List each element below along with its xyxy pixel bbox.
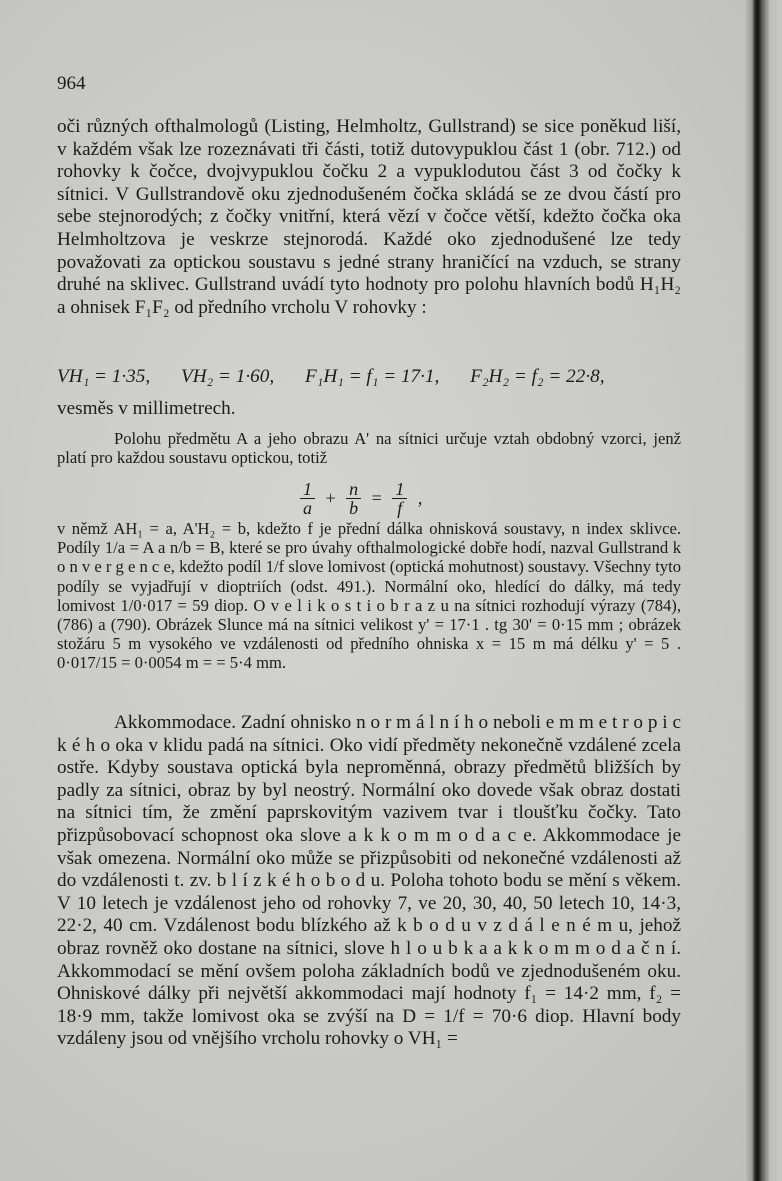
equation-f2h2: F₂H₂ = f₂ = 22·8, xyxy=(470,366,605,387)
fraction-1-f: $\frac{1}{f}$ xyxy=(392,480,407,517)
fraction-1-a: $\frac{1}{a}$ xyxy=(300,480,315,517)
book-spine-shadow xyxy=(744,0,782,1181)
paragraph-convergence xyxy=(57,519,681,673)
paragraph-text: Polohu předmětu A a jeho obrazu A' na sítnici určuje vztah obdobný vzorci, jenž platí pro každou soustavu optickou, totiž xyxy=(57,429,681,468)
equals-sign: = xyxy=(371,488,382,508)
units-text: vesměs v millimetrech. xyxy=(57,398,236,419)
paragraph-text: v němž AH₁ = a, A'H₂ = b, kdežto f je přední dálka ohnisková soustavy, n index sklivce. Podíly 1/a = A a n/b = B, které se pro úvahy ofthalmologické dobře hodí, nazval Gullstrand k o n v e r g e n c e, kdežto podíl 1/f slove lomivost (optická mohutnost) soustavy. Všechny tyto podíly se vyjadřují v dioptriích (odst. 491.). Normální oko, hledící do dálky, má tedy lomivost 1/0·017 = 59 diop. O v e l i k o s t i o b r a z u na sítnici rozhodují výrazy (784), (786) a (790). Obrázek Slunce má na sítnici velikost y' = 17·1 . tg 30' = 0·15 mm ; obrázek stožáru 5 m vysokého ve vzdálenosti od předního ohniska x = 15 m má délku y' = 5 . 0·017/15 = 0·0054 m = = 5·4 mm. xyxy=(57,519,682,673)
paragraph-text: oči různých ofthalmologů (Listing, Helmholtz, Gullstrand) se sice poněkud liší, v každém však lze rozeznávati tři části, totiž dutovypuklou část 1 (obr. 712.) od rohovky k čočce, dvojvypuklou čočku 2 a vypuklodutou část 3 od čočky k sítnici. V Gullstrandově oku zjednodušeném čočka skládá se ze dvou částí pro sebe stejnorodých; z čočky vnitřní, která vězí v čočce větší, kdežto čočka oka Helmholtzova je veskrze stejnorodá. Každé oko zjednodušené lze tedy považovati za optickou soustavu s jedné strany hraničící na vzduch, se strany druhé na sklivec. Gullstrand uvádí tyto hodnoty pro polohu hlavních bodů H₁H₂ a ohnisek F₁F₂ od předního vrcholu V rohovky : xyxy=(57,116,681,318)
equation-vh1: VH₁ = 1·35, xyxy=(57,366,151,387)
units-line xyxy=(57,398,681,421)
fraction-n-b: $\frac{n}{b}$ xyxy=(346,480,361,517)
equation-vh2: VH₂ = 1·60, xyxy=(180,366,275,387)
page-number: 964 xyxy=(57,73,86,94)
lens-formula xyxy=(300,480,428,517)
paragraph-eye-models xyxy=(57,116,681,319)
equation-line xyxy=(57,366,687,388)
equation-f1h1: F₁H₁ = f₁ = 17·1, xyxy=(304,366,440,387)
comma: , xyxy=(417,488,423,508)
plus-sign: + xyxy=(325,488,336,508)
paragraph-image-relation xyxy=(57,429,681,467)
paragraph-text: Akkommodace. Zadní ohnisko n o r m á l n í h o neboli e m m e t r o p i c k é h o oka v klidu padá na sítnici. Oko vidí předměty nekonečně vzdálené zcela ostře. Kdyby soustava optická byla neproměnná, obrazy předmětů bližších by padly za sítnici, obraz by byl neostrý. Normální oko dovede však obraz dostati na sítnici tím, že změní paprskovitým vazivem tvar i tloušťku čočky. Tato přizpůsobovací schopnost oka slove a k k o m m o d a c e. Akkommodace je však omezena. Normální oko může se přizpůsobiti od nekonečné vzdálenosti až do vzdálenosti t. zv. b l í z k é h o b o d u. Poloha tohoto bodu se mění s věkem. V 10 letech je vzdálenost jeho od rohovky 7, ve 20, 30, 40, 50 letech 10, 14·3, 22·2, 40 cm. Vzdálenost bodu blízkého až k b o d u v z d á l e n é m u, jehož obraz rovněž oko dostane na sítnici, slove h l o u b k a a k k o m m o d a č n í. Akkommodací se mění ovšem poloha základních bodů ve zjednodušeném oku. Ohniskové dálky při největší akkommodaci mají hodnoty f₁ = 14·2 mm, f₂ = 18·9 mm, takže lomivost oka se zvýší na D = 1/f = 70·6 diop. Hlavní body vzdáleny jsou od vnějšího vrcholu rohovky o VH₁ = xyxy=(57,712,681,1050)
paragraph-accommodation xyxy=(57,712,681,1051)
